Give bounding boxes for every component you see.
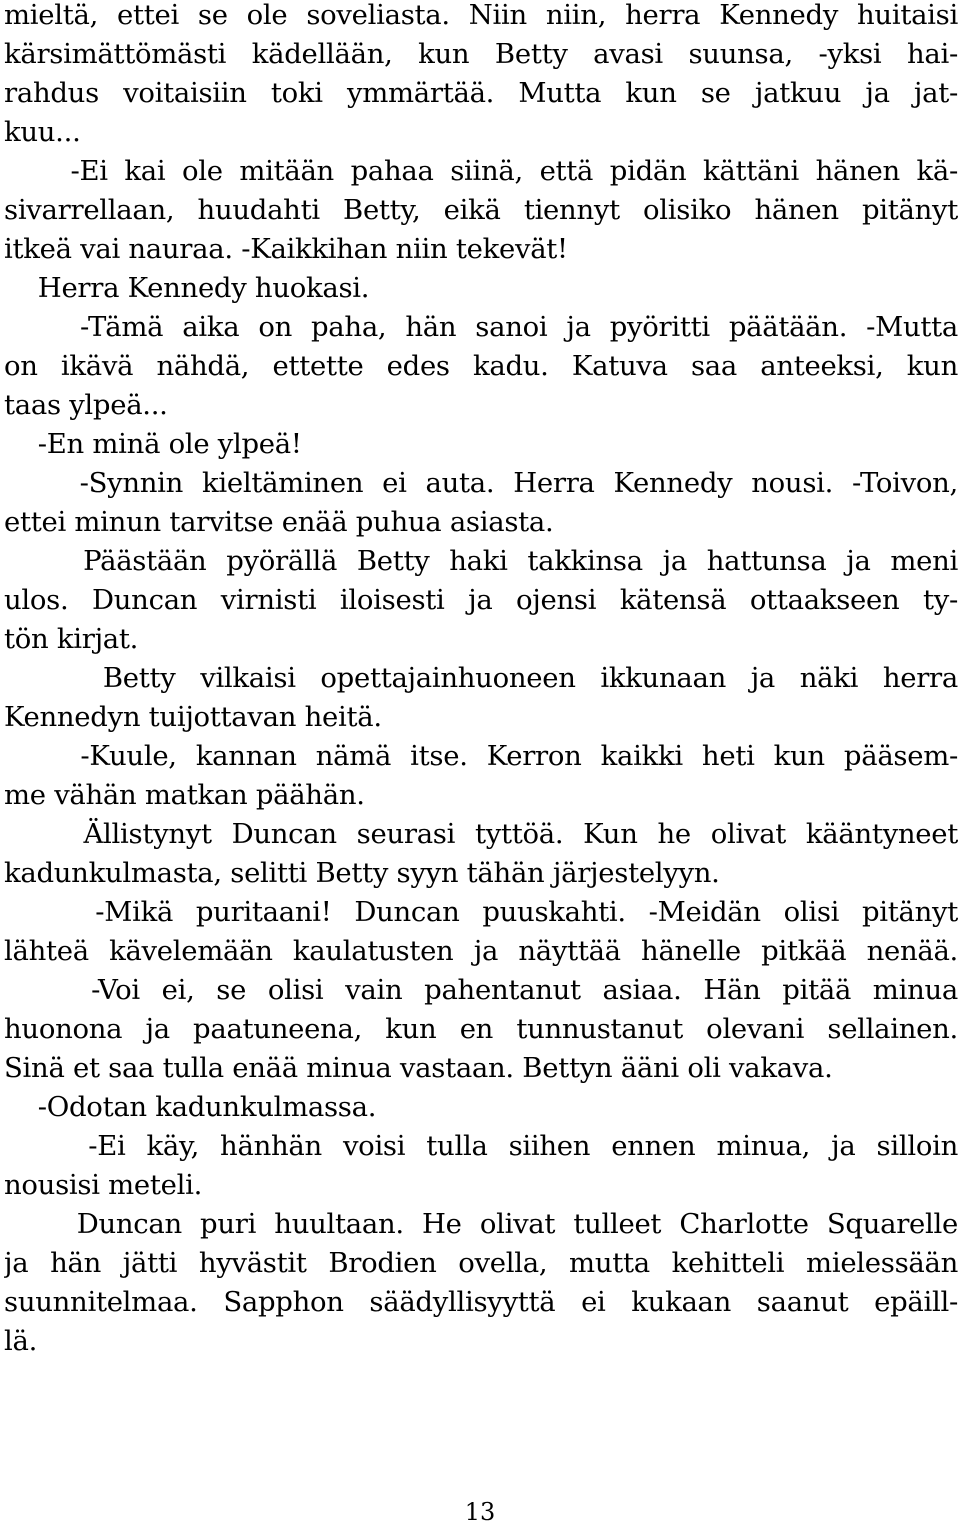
text-line: -Odotan kadunkulmassa. [4,1091,377,1123]
text-line: Duncan puri huultaan. He olivat tulleet Charlotte Squarelle [4,1208,958,1240]
text-line: -Synnin kieltäminen ei auta. Herra Kennedy nousi. -Toivon, [4,467,958,499]
text-line: -En minä ole ylpeä! [4,428,302,460]
text-line: -Ei kai ole mitään pahaa siinä, että pidän kättäni hänen kä- [4,155,958,187]
text-line: -Voi ei, se olisi vain pahentanut asiaa. Hän pitää minua [4,974,958,1006]
text-line: huonona ja paatuneena, kun en tunnustanut olevani sellainen. [4,1013,958,1045]
text-line: ja hän jätti hyvästit Brodien ovella, mutta kehitteli mielessään [4,1247,958,1279]
text-line: ettei minun tarvitse enää puhua asiasta. [4,506,554,538]
text-line: ulos. Duncan virnisti iloisesti ja ojensi kätensä ottaakseen ty- [4,584,958,616]
text-line: suunnitelmaa. Sapphon säädyllisyyttä ei kukaan saanut epäill- [4,1286,958,1318]
text-line: kadunkulmasta, selitti Betty syyn tähän järjestelyyn. [4,857,720,889]
page-number: 13 [464,1498,496,1526]
text-line: -Tämä aika on paha, hän sanoi ja pyöritti päätään. -Mutta [4,311,958,343]
text-line: -Ei käy, hänhän voisi tulla siihen ennen minua, ja silloin [4,1130,958,1162]
text-line: rahdus voitaisiin toki ymmärtää. Mutta kun se jatkuu ja jat- [4,77,958,109]
text-line: taas ylpeä... [4,389,168,421]
text-line: lähteä kävelemään kaulatusten ja näyttää hänelle pitkää nenää. [4,935,958,967]
text-line: -Kuule, kannan nämä itse. Kerron kaikki heti kun pääsem- [4,740,958,772]
text-line: on ikävä nähdä, ettette edes kadu. Katuva saa anteeksi, kun [4,350,958,382]
text-line: Ällistynyt Duncan seurasi tyttöä. Kun he olivat kääntyneet [4,818,958,850]
text-line: kuu... [4,116,81,148]
text-line: Sinä et saa tulla enää minua vastaan. Bettyn ääni oli vakava. [4,1052,833,1084]
text-line: -Mikä puritaani! Duncan puuskahti. -Meidän olisi pitänyt [4,896,958,928]
text-line: me vähän matkan päähän. [4,779,365,811]
text-line: Kennedyn tuijottavan heitä. [4,701,382,733]
body-text [4,0,958,1361]
text-line: Päästään pyörällä Betty haki takkinsa ja hattunsa ja meni [4,545,958,577]
text-line: itkeä vai nauraa. -Kaikkihan niin tekevät! [4,233,568,265]
text-line: Herra Kennedy huokasi. [4,272,370,304]
text-line: nousisi meteli. [4,1169,203,1201]
text-line: sivarrellaan, huudahti Betty, eikä tiennyt olisiko hänen pitänyt [4,194,958,226]
text-line: lä. [4,1325,38,1357]
text-line: Betty vilkaisi opettajainhuoneen ikkunaan ja näki herra [4,662,958,694]
text-line: kärsimättömästi kädellään, kun Betty avasi suunsa, -yksi hai- [4,38,958,70]
text-line: tön kirjat. [4,623,139,655]
text-line: mieltä, ettei se ole soveliasta. Niin niin, herra Kennedy huitaisi [4,0,958,31]
